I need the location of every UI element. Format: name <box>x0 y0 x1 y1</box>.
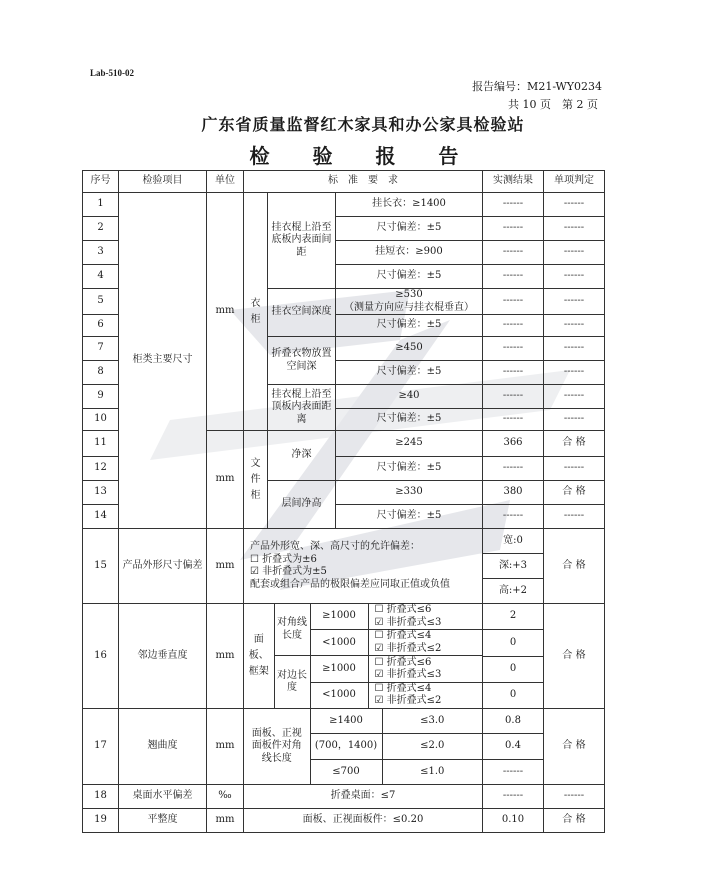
r17-limit: ≤2.0 <box>382 734 482 760</box>
r18-unit: ‰ <box>207 785 244 809</box>
r16-result: 0 <box>483 682 544 708</box>
row-seq: 1 <box>83 193 119 217</box>
result-cell: 366 <box>483 431 544 457</box>
hang-space-label: 挂衣空间深度 <box>268 289 336 337</box>
r16-subtable <box>244 604 482 708</box>
req-cell: 尺寸偏差：±5 <box>336 217 483 241</box>
req-cell: ≥40 <box>336 385 483 409</box>
judge-cell: 合 格 <box>544 431 605 457</box>
r19-item: 平整度 <box>119 809 207 833</box>
r19-result: 0.10 <box>483 809 544 833</box>
report-title <box>0 140 726 169</box>
req-cell: ≥450 <box>336 337 483 361</box>
r17-cond: ≥1400 <box>310 709 382 734</box>
req-note: （测量方向应与挂衣棍垂直） <box>344 301 474 313</box>
r17-unit: mm <box>207 709 244 785</box>
organization-name: 广东省质量监督红木家具和办公家具检验站 <box>201 115 525 134</box>
r16-opt: ☑ 非折叠式≤2 <box>374 642 442 654</box>
report-number: 报告编号：M21-WY0234 <box>472 80 602 93</box>
r16-unit: mm <box>207 604 244 709</box>
page-info: 共 10 页 第 2 页 <box>508 98 598 111</box>
col-unit: 单位 <box>207 171 244 193</box>
judge-cell: ------ <box>544 241 605 265</box>
r17-subtable <box>244 709 482 784</box>
r16-result: 0 <box>483 656 544 682</box>
row-seq: 16 <box>83 604 119 709</box>
row-seq: 17 <box>83 709 119 785</box>
r18-requirement: 折叠桌面：≤7 <box>244 785 483 809</box>
result-cell: 380 <box>483 481 544 505</box>
report-title-text: 检 验 报 告 <box>249 144 477 168</box>
r17-cond: ≤700 <box>310 759 382 784</box>
r17-limit: ≤3.0 <box>382 709 482 734</box>
r17-item: 翘曲度 <box>119 709 207 785</box>
r16-item: 邻边垂直度 <box>119 604 207 709</box>
judge-cell: ------ <box>544 289 605 315</box>
row-seq: 7 <box>83 337 119 361</box>
table-row <box>83 785 605 809</box>
r16-opt: ☐ 折叠式≤6 <box>374 604 432 616</box>
layer-height-label: 层间净高 <box>268 481 336 529</box>
judge-cell: ------ <box>544 265 605 289</box>
judge-cell: ------ <box>544 409 605 431</box>
r16-opt: ☑ 非折叠式≤3 <box>374 669 442 681</box>
net-depth-label: 净深 <box>268 431 336 481</box>
judge-cell: ------ <box>544 193 605 217</box>
req-cell: 尺寸偏差：±5 <box>336 265 483 289</box>
col-item: 检验项目 <box>119 171 207 193</box>
row-seq: 13 <box>83 481 119 505</box>
judge-cell: ------ <box>544 217 605 241</box>
hang-top-label: 挂衣棍上沿至底板内表面间距 <box>268 193 336 289</box>
req-cell <box>336 289 483 315</box>
r16-requirement <box>244 604 483 709</box>
r18-item: 桌面水平偏差 <box>119 785 207 809</box>
r17-result: 0.4 <box>483 734 544 759</box>
row-seq: 12 <box>83 457 119 481</box>
row-seq: 3 <box>83 241 119 265</box>
r16-limit <box>368 604 482 630</box>
r15-line: 产品外形宽、深、高尺寸的允许偏差： <box>250 541 420 552</box>
r17-limit: ≤1.0 <box>382 759 482 784</box>
r16-opt: ☐ 折叠式≤4 <box>374 682 432 694</box>
result-cell: ------ <box>483 217 544 241</box>
cabinet-unit-2: mm <box>207 431 244 529</box>
row-seq: 6 <box>83 315 119 337</box>
col-result: 实测结果 <box>483 171 544 193</box>
result-cell: ------ <box>483 241 544 265</box>
filecab-label: 文件柜 <box>244 431 268 529</box>
hang-topboard-label: 挂衣棍上沿至顶板内表面距离 <box>268 385 336 431</box>
r16-cond: ≥1000 <box>310 656 368 682</box>
row-seq: 19 <box>83 809 119 833</box>
judge-cell: ------ <box>544 337 605 361</box>
req-cell: 尺寸偏差：±5 <box>336 315 483 337</box>
r16-cond: <1000 <box>310 682 368 708</box>
fold-space-label: 折叠衣物放置空间深 <box>268 337 336 385</box>
col-judgement: 单项判定 <box>544 171 605 193</box>
r15-line: ☐ 折叠式为±6 <box>250 553 317 565</box>
r15-judge: 合 格 <box>544 529 605 604</box>
result-cell: ------ <box>483 361 544 385</box>
req-cell: 尺寸偏差：±5 <box>336 457 483 481</box>
judge-cell: ------ <box>544 385 605 409</box>
result-cell: ------ <box>483 315 544 337</box>
row-seq: 11 <box>83 431 119 457</box>
wardrobe-label: 衣柜 <box>244 193 268 431</box>
req-cell: 尺寸偏差：±5 <box>336 409 483 431</box>
r16-opt: ☐ 折叠式≤4 <box>374 630 432 642</box>
row-seq: 14 <box>83 505 119 529</box>
r15-line: ☑ 非折叠式为±5 <box>250 566 327 577</box>
row-seq: 9 <box>83 385 119 409</box>
judge-cell: ------ <box>544 315 605 337</box>
r17-group: 面板、正视面板件对角线长度 <box>244 709 310 784</box>
r16-limit <box>368 682 482 708</box>
table-row <box>83 709 605 734</box>
inspection-table <box>82 170 605 833</box>
col-seq: 序号 <box>83 171 119 193</box>
req-value: ≥530 <box>395 289 423 300</box>
result-cell: ------ <box>483 457 544 481</box>
r17-cond: (700，1400) <box>310 734 382 760</box>
r17-result: ------ <box>483 759 544 784</box>
req-cell: 尺寸偏差：±5 <box>336 505 483 529</box>
result-cell: ------ <box>483 337 544 361</box>
r19-unit: mm <box>207 809 244 833</box>
r16-side: 对边长度 <box>274 656 310 708</box>
r15-result-h: 高:+2 <box>483 579 544 604</box>
result-cell: ------ <box>483 265 544 289</box>
judge-cell: ------ <box>544 361 605 385</box>
r16-limit <box>368 630 482 656</box>
req-cell: ≥245 <box>336 431 483 457</box>
table-row <box>83 809 605 833</box>
r16-opt: ☑ 非折叠式≤2 <box>374 695 442 707</box>
req-cell: 挂短衣：≥900 <box>336 241 483 265</box>
r15-item: 产品外形尺寸偏差 <box>119 529 207 604</box>
r16-cond: <1000 <box>310 630 368 656</box>
req-cell: ≥330 <box>336 481 483 505</box>
r15-unit: mm <box>207 529 244 604</box>
r16-opt: ☐ 折叠式≤6 <box>374 656 432 668</box>
r16-diag: 对角线长度 <box>274 604 310 656</box>
row-seq: 5 <box>83 289 119 315</box>
header-row <box>83 171 605 193</box>
r17-requirement <box>244 709 483 785</box>
req-cell: 挂长衣：≥1400 <box>336 193 483 217</box>
row-seq: 10 <box>83 409 119 431</box>
r15-result-w: 宽:0 <box>483 529 544 554</box>
lab-code: Lab-510-02 <box>90 68 135 78</box>
r18-result: ------ <box>483 785 544 809</box>
r16-judge: 合 格 <box>544 604 605 709</box>
r17-result: 0.8 <box>483 709 544 734</box>
r16-limit <box>368 656 482 682</box>
result-cell: ------ <box>483 385 544 409</box>
judge-cell: 合 格 <box>544 481 605 505</box>
row-seq: 4 <box>83 265 119 289</box>
result-cell: ------ <box>483 193 544 217</box>
r19-requirement: 面板、正视面板件：≤0.20 <box>244 809 483 833</box>
row-seq: 8 <box>83 361 119 385</box>
r15-line: 配套或组合产品的极限偏差应同取正值或负值 <box>250 578 450 590</box>
r16-group: 面板、框架 <box>244 604 274 708</box>
r16-opt: ☑ 非折叠式≤3 <box>374 616 442 628</box>
result-cell: ------ <box>483 409 544 431</box>
result-cell: ------ <box>483 289 544 315</box>
req-cell: 尺寸偏差：±5 <box>336 361 483 385</box>
r16-result: 2 <box>483 604 544 630</box>
cabinet-item: 柜类主要尺寸 <box>119 193 207 529</box>
result-cell: ------ <box>483 505 544 529</box>
row-seq: 15 <box>83 529 119 604</box>
table-row <box>83 529 605 554</box>
table-row <box>83 604 605 630</box>
col-requirement: 标 准 要 求 <box>244 171 483 193</box>
r16-result: 0 <box>483 630 544 656</box>
r15-result-d: 深:+3 <box>483 554 544 579</box>
judge-cell: ------ <box>544 505 605 529</box>
r17-judge: 合 格 <box>544 709 605 785</box>
table-row <box>83 193 605 217</box>
r18-judge: ------ <box>544 785 605 809</box>
judge-cell: ------ <box>544 457 605 481</box>
row-seq: 18 <box>83 785 119 809</box>
r15-requirement <box>244 529 483 604</box>
r19-judge: 合 格 <box>544 809 605 833</box>
row-seq: 2 <box>83 217 119 241</box>
cabinet-unit-1: mm <box>207 193 244 431</box>
r16-cond: ≥1000 <box>310 604 368 630</box>
